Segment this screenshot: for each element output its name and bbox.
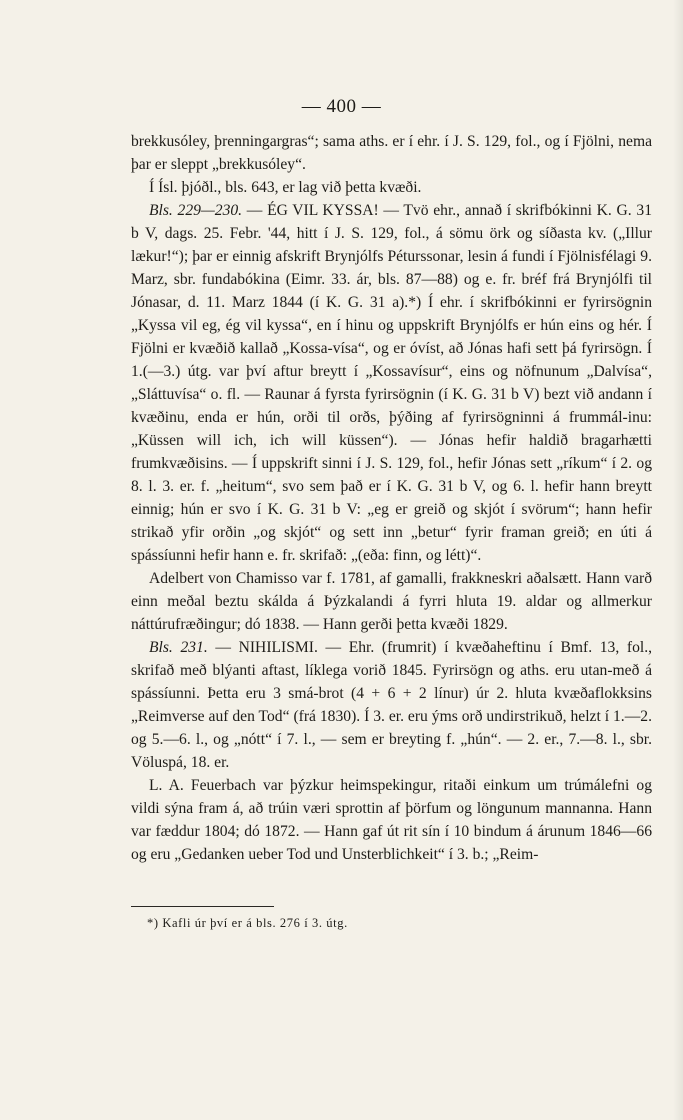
paragraph-text: L. A. Feuerbach var þýzkur heimspekingur, ritaði einkum um trúmálefni og vildi sýna fram á, að trúin væri sprottin af þörfum og löngunum mannanna. Hann var fæddur 1804; dó 1872. — Hann gaf út rit sín í 10 bindum á árunum 1846—66 og eru „Gedanken ueber Tod und Unsterblichkeit“ í 3. b.; „Reim- bbox=[131, 777, 652, 863]
paragraph-4 bbox=[131, 567, 652, 636]
footnote: *) Kafli úr því er á bls. 276 í 3. útg. bbox=[147, 916, 348, 930]
paragraph-text: Í Ísl. þjóðl., bls. 643, er lag við þetta kvæði. bbox=[149, 179, 422, 196]
paragraph-5 bbox=[131, 636, 652, 774]
footnote-divider bbox=[131, 906, 274, 907]
paragraph-1 bbox=[131, 130, 652, 176]
page-edge-shadow bbox=[673, 0, 683, 1120]
paragraph-text: brekkusóley, þrenningargras“; sama aths. er í ehr. í J. S. 129, fol., og í Fjölni, nema þar er sleppt „brekkusóley“. bbox=[131, 133, 652, 173]
paragraph-text: — ÉG VIL KYSSA! — Tvö ehr., annað í skrifbókinni K. G. 31 b V, dags. 25. Febr. '44, hitt í J. S. 129, fol., á sömu örk og síðasta kv. („Illur lækur!“); þar er einnig afskrift Brynjólfs Péturssonar, lesin á fundi í Fjölnisfélagi 9. Marz, sbr. fundabókina (Eimr. 33. ár, bls. 87—88) og e. fr. bréf frá Brynjólfi til Jónasar, d. 11. Marz 1844 (í K. G. 31 a).*) Í ehr. í skrifbókinni er fyrirsögnin „Kyssa vil eg, ég vil kyssa“, en í hinu og uppskrift Brynjólfs er hún eins og hér. Í Fjölni er kvæðið kallað „Kossa-vísa“, og er óvíst, að Jónas hafi sett þá fyrirsögn. Í 1.(—3.) útg. var því aftur breytt í „Kossavísur“, eins og nöfnunum „Dalvísa“, „Sláttuvísa“ o. fl. — Raunar á fyrsta fyrirsögnin (í K. G. 31 b V) bezt við andann í kvæðinu, enda er hún, orði til orðs, þýðing af fyrirsögninni á frummál-inu: „Küssen will ich, ich will küssen“). — Jónas hefir haldið bragarhætti frumkvæðisins. — Í uppskrift sinni í J. S. 129, fol., hefir Jónas sett „ríkum“ í 2. og 8. l. 3. er. f. „heitum“, svo sem það er í K. G. 31 b V, og 6. l. hefir hann breytt einnig; hún er svo í K. G. 31 b V: „eg er greið og skjót í svörum“; hann hefir strikað yfir orðin „og skjót“ og sett inn „betur“ fyrir framan greið; en úti á spássíunni hefir hann e. fr. skrifað: „(eða: finn, og létt)“. bbox=[131, 202, 652, 564]
paragraph-text: — NIHILISMI. — Ehr. (frumrit) í kvæðaheftinu í Bmf. 13, fol., skrifað með blýanti aftast, líklega vorið 1845. Fyrirsögn og aths. eru utan-með á spássíunni. Þetta eru 3 smá-brot (4 + 6 + 2 línur) úr 2. hluta kvæðaflokksins „Reimverse auf den Tod“ (frá 1830). Í 3. er. eru ýms orð undirstrikuð, helzt í 1.—2. og 5.—6. l., og „nótt“ í 7. l., — sem er breyting f. „hún“. — 2. er., 7.—8. l., sbr. Völuspá, 18. er. bbox=[131, 639, 652, 771]
paragraph-text: Adelbert von Chamisso var f. 1781, af gamalli, frakkneskri aðalsætt. Hann varð einn meðal beztu skálda á Þýzkalandi á fyrri hluta 19. aldar og allmerkur náttúrufræðingur; dó 1838. — Hann gerði þetta kvæði 1829. bbox=[131, 570, 652, 633]
page-reference: Bls. 231. bbox=[149, 639, 208, 656]
paragraph-6 bbox=[131, 774, 652, 866]
page-reference: Bls. 229—230. bbox=[149, 202, 243, 219]
paragraph-2 bbox=[131, 176, 652, 199]
paragraph-3 bbox=[131, 199, 652, 567]
page-number: — 400 — bbox=[301, 96, 382, 117]
body-text bbox=[131, 130, 652, 866]
